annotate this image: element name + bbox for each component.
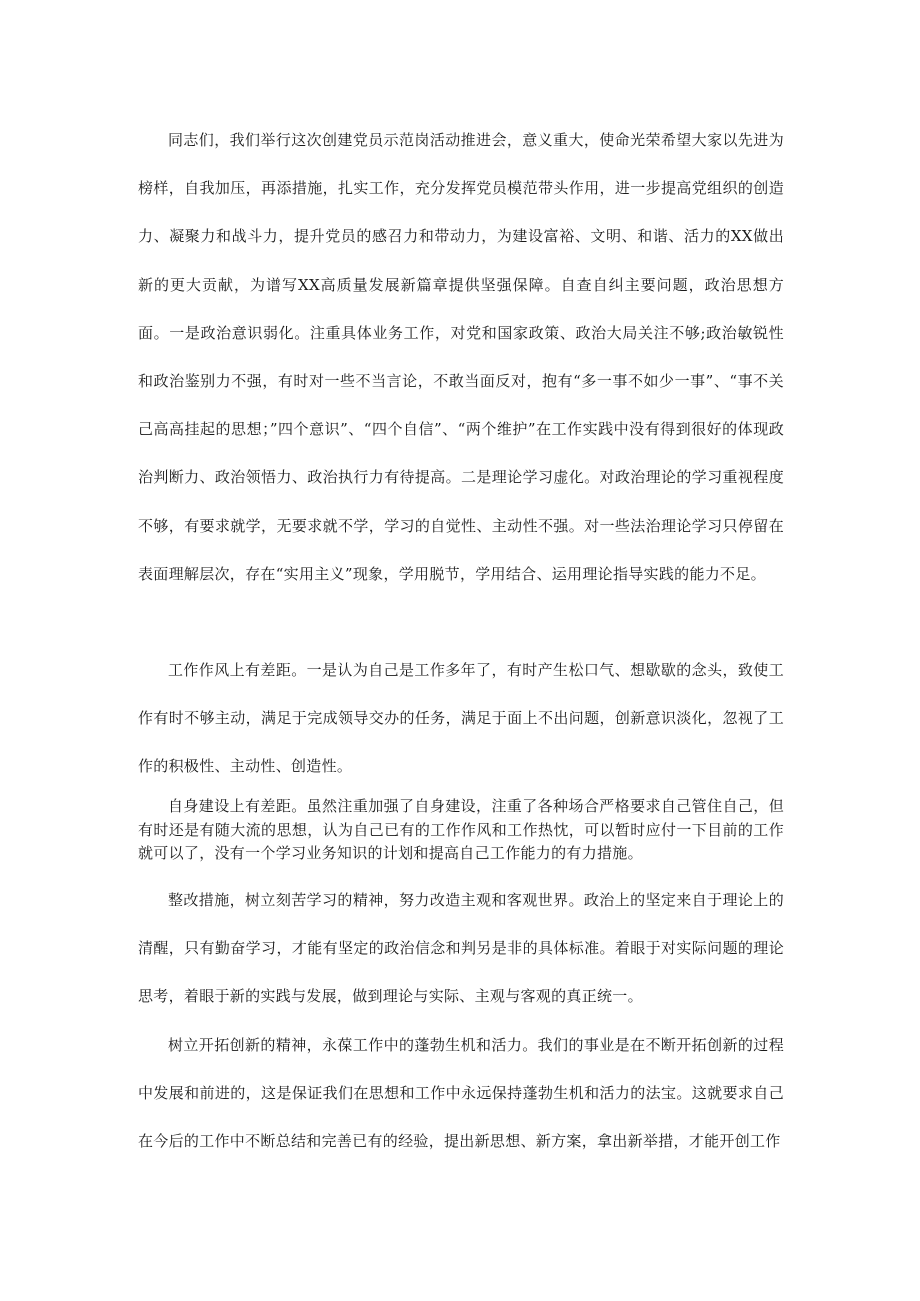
paragraph-self-building: 自身建设上有差距。虽然注重加强了自身建设，注重了各种场合严格要求自己管住自己，但有时还是有随大流的思想，认为自己已有的工作作风和工作热忱，可以暂时应付一下目前的工作就可以了，没有一个学习业务知识的计划和提高自己工作能力的有力措施。 xyxy=(138,797,784,862)
paragraph-political-thinking: 同志们，我们举行这次创建党员示范岗活动推进会，意义重大，使命光荣希望大家以先进为榜样，自我加压，再添措施，扎实工作，充分发挥党员模范带头作用，进一步提高党组织的创造力、凝聚力和战斗力，提升党员的感召力和带动力，为建设富裕、文明、和谐、活力的XX做出新的更大贡献，为谱写XX高质量发展新篇章提供坚强保障。自查自纠主要问题，政治思想方面。一是政治意识弱化。注重具体业务工作，对党和国家政策、政治大局关注不够;政治敏锐性和政治鉴别力不强，有时对一些不当言论，不敢当面反对，抱有“多一事不如少一事”、“事不关己高高挂起的思想；”四个意识”、“四个自信”、“两个维护”在工作实践中没有得到很好的体现政治判断力、政治领悟力、政治执行力有待提高。二是理论学习虚化。对政治理论的学习重视程度不够，有要求就学，无要求就不学，学习的自觉性、主动性不强。对一些法治理论学习只停留在表面理解层次，存在“实用主义”现象，学用脱节，学用结合、运用理论指导实践的能力不足。 xyxy=(138,131,784,583)
paragraph-innovation-spirit: 树立开拓创新的精神，永葆工作中的蓬勃生机和活力。我们的事业是在不断开拓创新的过程中发展和前进的，这是保证我们在思想和工作中永远保持蓬勃生机和活力的法宝。这就要求自己在今后的工作中不断总结和完善已有的经验，提出新思想、新方案，拿出新举措，才能开创工作 xyxy=(138,1036,784,1151)
paragraph-work-style: 工作作风上有差距。一是认为自己是工作多年了，有时产生松口气、想歇歇的念头，致使工作有时不够主动，满足于完成领导交办的任务，满足于面上不出问题，创新意识淡化，忽视了工作的积极性、主动性、创造性。 xyxy=(138,661,784,776)
paragraph-rectification-study: 整改措施，树立刻苦学习的精神，努力改造主观和客观世界。政治上的坚定来自于理论上的清醒，只有勤奋学习，才能有坚定的政治信念和判另是非的具体标准。着眼于对实际问题的理论思考，着眼于新的实践与发展，做到理论与实际、主观与客观的真正统一。 xyxy=(138,891,784,1006)
